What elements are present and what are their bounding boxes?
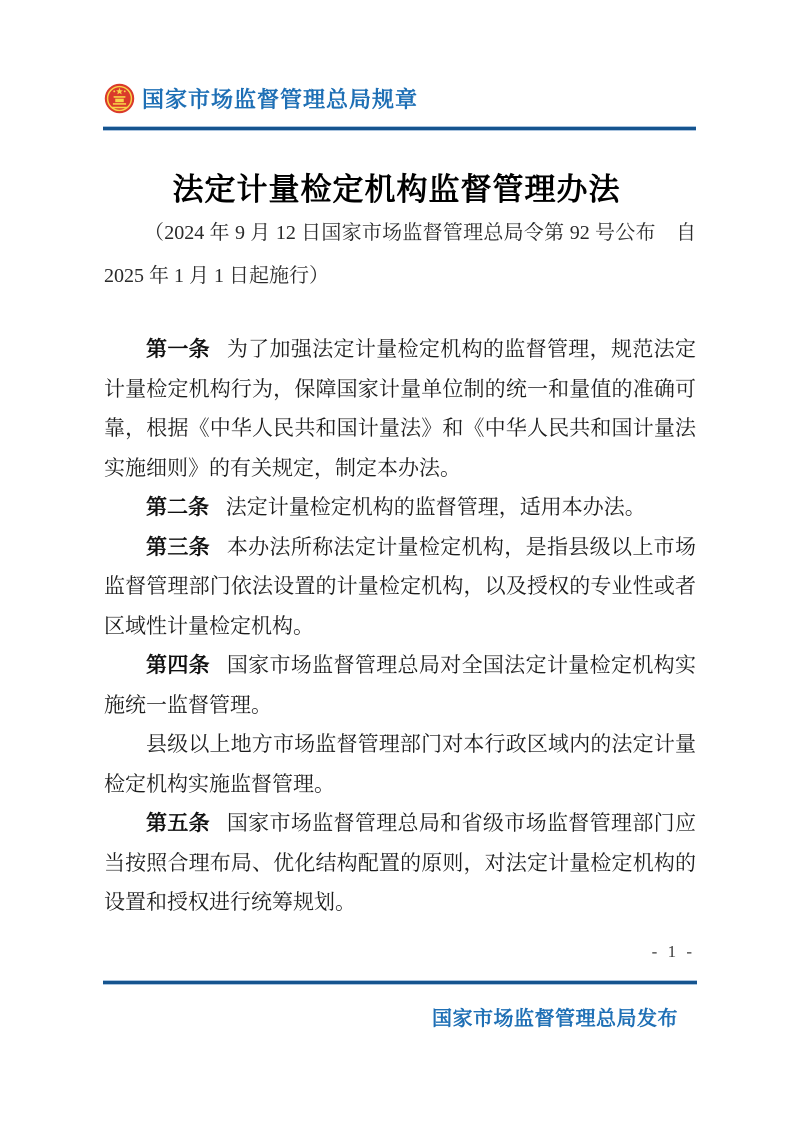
article-paragraph: [104, 330, 696, 488]
document-footer: [432, 1002, 678, 1031]
national-emblem-icon: [104, 83, 135, 114]
publisher-label: 国家市场监督管理总局发布: [432, 1008, 678, 1030]
document-title: 法定计量检定机构监督管理办法: [172, 172, 621, 207]
article-paragraph: [104, 725, 696, 804]
article-label: 第一条: [146, 338, 211, 361]
article-paragraph: [104, 528, 696, 647]
document-body: [104, 330, 696, 923]
header-rule: [103, 126, 696, 131]
article-text: 国家市场监督管理总局和省级市场监督管理部门应当按照合理布局、优化结构配置的原则，对法定计量检定机构的设置和授权进行统筹规划。: [104, 811, 697, 914]
article-text: 本办法所称法定计量检定机构，是指县级以上市场监督管理部门依法设置的计量检定机构，以及授权的专业性或者区域性计量检定机构。: [104, 534, 697, 638]
footer-rule: [103, 980, 697, 985]
article-label: 第四条: [146, 654, 211, 677]
header-title: 国家市场监督管理总局规章: [142, 87, 419, 112]
article-label: 第五条: [146, 812, 211, 835]
promulgation-note: （2024 年 9 月 12 日国家市场监督管理总局令第 92 号公布 自 2025 年 1 月 1 日起施行）: [104, 222, 696, 287]
document-header: [104, 83, 418, 114]
article-text: 法定计量检定机构的监督管理，适用本办法。: [225, 495, 646, 519]
article-paragraph: [104, 804, 696, 923]
article-text: 国家市场监督管理总局对全国法定计量检定机构实施统一监督管理。: [104, 653, 697, 717]
article-label: 第三条: [146, 535, 211, 559]
article-label: 第二条: [146, 496, 209, 519]
article-text: 为了加强法定计量检定机构的监督管理，规范法定计量检定机构行为，保障国家计量单位制的统一和量值的准确可靠，根据《中华人民共和国计量法》和《中华人民共和国计量法实施细则》的有关规定，制定本办法。: [104, 337, 697, 480]
article-paragraph: [104, 646, 696, 725]
page-number: - 1 -: [651, 942, 695, 961]
article-text: 县级以上地方市场监督管理部门对本行政区域内的法定计量检定机构实施监督管理。: [104, 732, 696, 796]
article-paragraph: [104, 488, 696, 528]
